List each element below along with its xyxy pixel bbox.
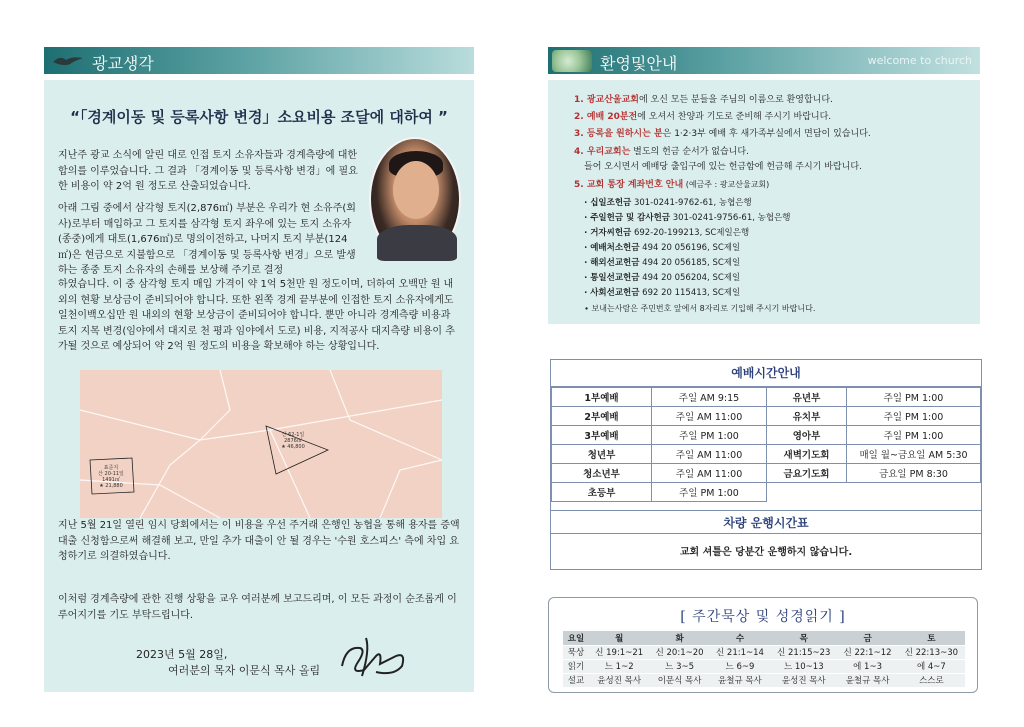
table-cell: 느 6~9: [710, 659, 770, 673]
table-cell: 윤철규 목사: [837, 673, 897, 687]
table-cell: 에 4~7: [898, 659, 965, 673]
map-label-line: 1491㎡: [102, 477, 120, 483]
table-cell: 신 22:13~30: [898, 645, 965, 659]
table-row: [563, 673, 965, 687]
notice-panel: [548, 80, 980, 324]
paragraph-3: 하였습니다. 이 중 삼각형 토지 매입 가격이 약 1억 5천만 원 정도이며, 더하여 오백만 원 내외의 현황 보상금이 준비되어야 합니다. 또한 왼쪽 경계 끝부분에 인접한 토지 소유자에게도 일천이백오십만 원 내외의 현황 보상금이 준비되어야 합니다. 뿐만 아니라 경계측량 비용과 토지 지목 변경(임야에서 대지로 천 평과 임야에서 도로) 비용, 지적공사 대지측량 비용이 추가될 것으로 예상되어 약 2억 원 정도의 비용을 확보해야 하는 상황입니다.: [58, 279, 455, 352]
pastor-column: [44, 80, 474, 692]
account-row: [584, 287, 740, 299]
table-header-cell: 금: [837, 631, 897, 645]
notice-item: [574, 146, 749, 158]
table-cell: 주일 PM 1:00: [847, 407, 981, 426]
map-label-line: 2876㎡: [284, 438, 302, 444]
notice-highlight: 2. 예배 20분전: [574, 112, 638, 122]
paragraph-2: 아래 그림 중에서 삼각형 토지(2,876㎡) 부분은 우리가 현 소유주(회사)로부터 매입하고 그 토지를 삼각형 토지 좌우에 있는 토지 소유자(종중)에게 대토(1,676㎡)로 명의이전하고, 나머지 토지 부분(124㎡)은 현금으로 지불함으로 「경계이동 및 등록사항 변경」으로 발생하는 종중 토지 소유자의 손해를 보상해 주기로 결정: [58, 203, 356, 276]
table-row: [552, 426, 981, 445]
account-number: 692 20 115413, SC제일: [639, 288, 741, 298]
notice-item: [574, 94, 833, 106]
notice-highlight: 5. 교회 통장 계좌번호 안내: [574, 180, 684, 190]
worship-title: 예배시간안내: [551, 360, 981, 387]
table-row: [563, 659, 965, 673]
table-row: [563, 645, 965, 659]
table-cell: 주일 PM 1:00: [652, 426, 767, 445]
table-cell: 영아부: [767, 426, 847, 445]
notice-item: [574, 179, 769, 191]
account-number: 494 20 056204, SC제일: [639, 273, 741, 283]
paragraph-1: 지난주 광교 소식에 알린 대로 인접 토지 소유자들과 경계측량에 대한 합의를 이루었습니다. 그 결과 「경계이동 및 등록사항 변경」에 필요한 비용이 약 2억 원 정도로 산출되었습니다.: [58, 150, 358, 192]
table-cell: 신 21:15~23: [770, 645, 837, 659]
table-cell: 1부예배: [552, 388, 652, 407]
table-header-row: [563, 631, 965, 645]
account-row: [584, 272, 740, 284]
account-number: 494 20 056185, SC제일: [639, 258, 741, 268]
bus-title: 차량 운행시간표: [551, 510, 981, 534]
table-header-cell: 화: [649, 631, 709, 645]
account-name: ∙ 사회선교헌금: [584, 288, 640, 298]
account-number: 494 20 056196, SC제일: [639, 243, 741, 253]
map-label-line: 표준지: [103, 465, 119, 471]
table-header-cell: 수: [710, 631, 770, 645]
account-row: [584, 257, 740, 269]
bus-notice: 교회 셔틀은 당분간 운행하지 않습니다.: [679, 547, 853, 558]
account-number: 692-20-199213, SC제일은행: [631, 228, 750, 238]
notice-highlight: 3. 등록을 원하시는 분: [574, 129, 663, 139]
pastor-portrait: [369, 137, 461, 261]
table-cell: 2부예배: [552, 407, 652, 426]
account-row: [584, 212, 790, 224]
table-cell: 스스로: [898, 673, 965, 687]
table-cell: 초등부: [552, 483, 652, 502]
bible-table: [563, 631, 965, 688]
letter-date: 2023년 5월 28일,: [136, 648, 228, 661]
row-label: 묵상: [563, 645, 589, 659]
account-name: ∙ 거자씨헌금: [584, 228, 632, 238]
notice-item: [584, 161, 862, 173]
map-label-line: 산 62-1일: [281, 432, 305, 438]
bible-reading-box: [548, 597, 978, 693]
account-name: ∙ 통일선교헌금: [584, 273, 640, 283]
table-cell: 주일 AM 9:15: [652, 388, 767, 407]
table-cell: 신 19:1~21: [589, 645, 649, 659]
account-row: [584, 197, 752, 209]
table-cell: 청소년부: [552, 464, 652, 483]
table-cell: 주일 AM 11:00: [652, 464, 767, 483]
table-row: [552, 483, 981, 502]
left-section-header: [44, 47, 474, 74]
table-cell-empty: [767, 483, 981, 502]
account-number: 301-0241-9762-61, 농협은행: [631, 198, 752, 208]
table-cell: 이문식 목사: [649, 673, 709, 687]
notice-item: [574, 128, 871, 140]
worship-table: [551, 387, 981, 502]
map-label-triangle: [270, 432, 316, 450]
table-row: [552, 407, 981, 426]
signature-image: [336, 626, 412, 684]
row-label: 읽기: [563, 659, 589, 673]
table-cell: 느 1~2: [589, 659, 649, 673]
table-cell: 주일 PM 1:00: [652, 483, 767, 502]
table-row: [552, 464, 981, 483]
table-cell: 윤성진 목사: [770, 673, 837, 687]
notice-text: 에 오셔서 찬양과 기도로 준비해 주시기 바랍니다.: [637, 112, 832, 122]
column-title: “「경계이동 및 등록사항 변경」소요비용 조달에 대하여 ”: [70, 108, 448, 126]
table-cell: 느 10~13: [770, 659, 837, 673]
worship-schedule: [550, 359, 982, 570]
table-cell: 청년부: [552, 445, 652, 464]
notice-item: [574, 111, 831, 123]
table-cell: 매일 월~금요일 AM 5:30: [847, 445, 981, 464]
bird-icon: [52, 53, 84, 69]
table-cell: 신 22:1~12: [837, 645, 897, 659]
table-cell: 느 3~5: [649, 659, 709, 673]
table-cell: 윤철규 목사: [710, 673, 770, 687]
table-cell: 에 1~3: [837, 659, 897, 673]
table-cell: 새벽기도회: [767, 445, 847, 464]
map-label-line: ★ 21,880: [99, 483, 123, 489]
table-header-cell: 토: [898, 631, 965, 645]
portrait-face: [393, 161, 439, 219]
right-header-english: welcome to church: [867, 54, 972, 67]
account-note: ∙ 보내는사람은 주민번호 앞에서 8자리로 기입해 주시기 바랍니다.: [584, 304, 816, 313]
bible-title: [ 주간묵상 및 성경읽기 ]: [680, 609, 846, 625]
row-label: 설교: [563, 673, 589, 687]
table-cell: 윤성진 목사: [589, 673, 649, 687]
account-row: [584, 242, 740, 254]
paragraph-4: 지난 5월 21일 열린 임시 당회에서는 이 비용을 우선 주거래 은행인 농협을 통해 용자를 증액 대출 신청함으로써 해결해 보고, 만일 추가 대출이 안 될 경우는 '수원 호스피스' 측에 차입 요청하기로 의결하였습니다.: [58, 520, 460, 562]
portrait-body: [377, 225, 457, 261]
right-header-title: 환영및안내: [600, 54, 678, 73]
map-lines: [80, 370, 442, 518]
letter-signer: 여러분의 목자 이문식 목사 올림: [168, 664, 321, 677]
table-header-cell: 목: [770, 631, 837, 645]
notice-text: 들어 오시면서 예배당 출입구에 있는 헌금함에 헌금해 주시기 바랍니다.: [584, 162, 862, 172]
notice-text: 별도의 헌금 순서가 없습니다.: [630, 147, 749, 157]
land-map: [80, 370, 442, 518]
table-cell: 신 20:1~20: [649, 645, 709, 659]
account-name: ∙ 십일조헌금: [584, 198, 632, 208]
table-header-cell: 월: [589, 631, 649, 645]
table-row: [552, 445, 981, 464]
right-section-header: [548, 47, 980, 74]
table-header-cell: 요일: [563, 631, 589, 645]
table-cell: 유치부: [767, 407, 847, 426]
table-row: [552, 388, 981, 407]
table-cell: 주일 PM 1:00: [847, 426, 981, 445]
table-cell: 유년부: [767, 388, 847, 407]
table-cell: 주일 PM 1:00: [847, 388, 981, 407]
notice-text: 은 1·2·3부 예배 후 새가족부실에서 면담이 있습니다.: [662, 129, 871, 139]
table-cell: 3부예배: [552, 426, 652, 445]
account-row: [584, 227, 749, 239]
table-cell: 주일 AM 11:00: [652, 407, 767, 426]
table-cell: 신 21:1~14: [710, 645, 770, 659]
account-number: 301-0241-9756-61, 농협은행: [670, 213, 791, 223]
map-label-standard: [90, 465, 132, 489]
account-name: ∙ 해외선교헌금: [584, 258, 640, 268]
table-cell: 금요일 PM 8:30: [847, 464, 981, 483]
map-label-line: ★ 46,800: [281, 444, 305, 450]
table-cell: 금요기도회: [767, 464, 847, 483]
map-label-line: 산 20-11일: [98, 471, 124, 477]
table-cell: 주일 AM 11:00: [652, 445, 767, 464]
left-header-title: 광교생각: [92, 54, 154, 73]
account-name: ∙ 주일헌금 및 감사헌금: [584, 213, 671, 223]
account-name: ∙ 예배처소헌금: [584, 243, 640, 253]
notice-text: (예금주 : 광교산울교회): [683, 180, 770, 189]
notice-highlight: 1. 광교산울교회: [574, 95, 639, 105]
notice-highlight: 4. 우리교회는: [574, 147, 631, 157]
notice-text: 에 오신 모든 분들을 주님의 이름으로 환영합니다.: [638, 95, 833, 105]
paragraph-5: 이처럼 경계측량에 관한 진행 상황을 교우 여러분께 보고드리며, 이 모든 과정이 순조롭게 이루어지기를 기도 부탁드립니다.: [58, 594, 457, 621]
leaf-icon: [552, 50, 592, 72]
